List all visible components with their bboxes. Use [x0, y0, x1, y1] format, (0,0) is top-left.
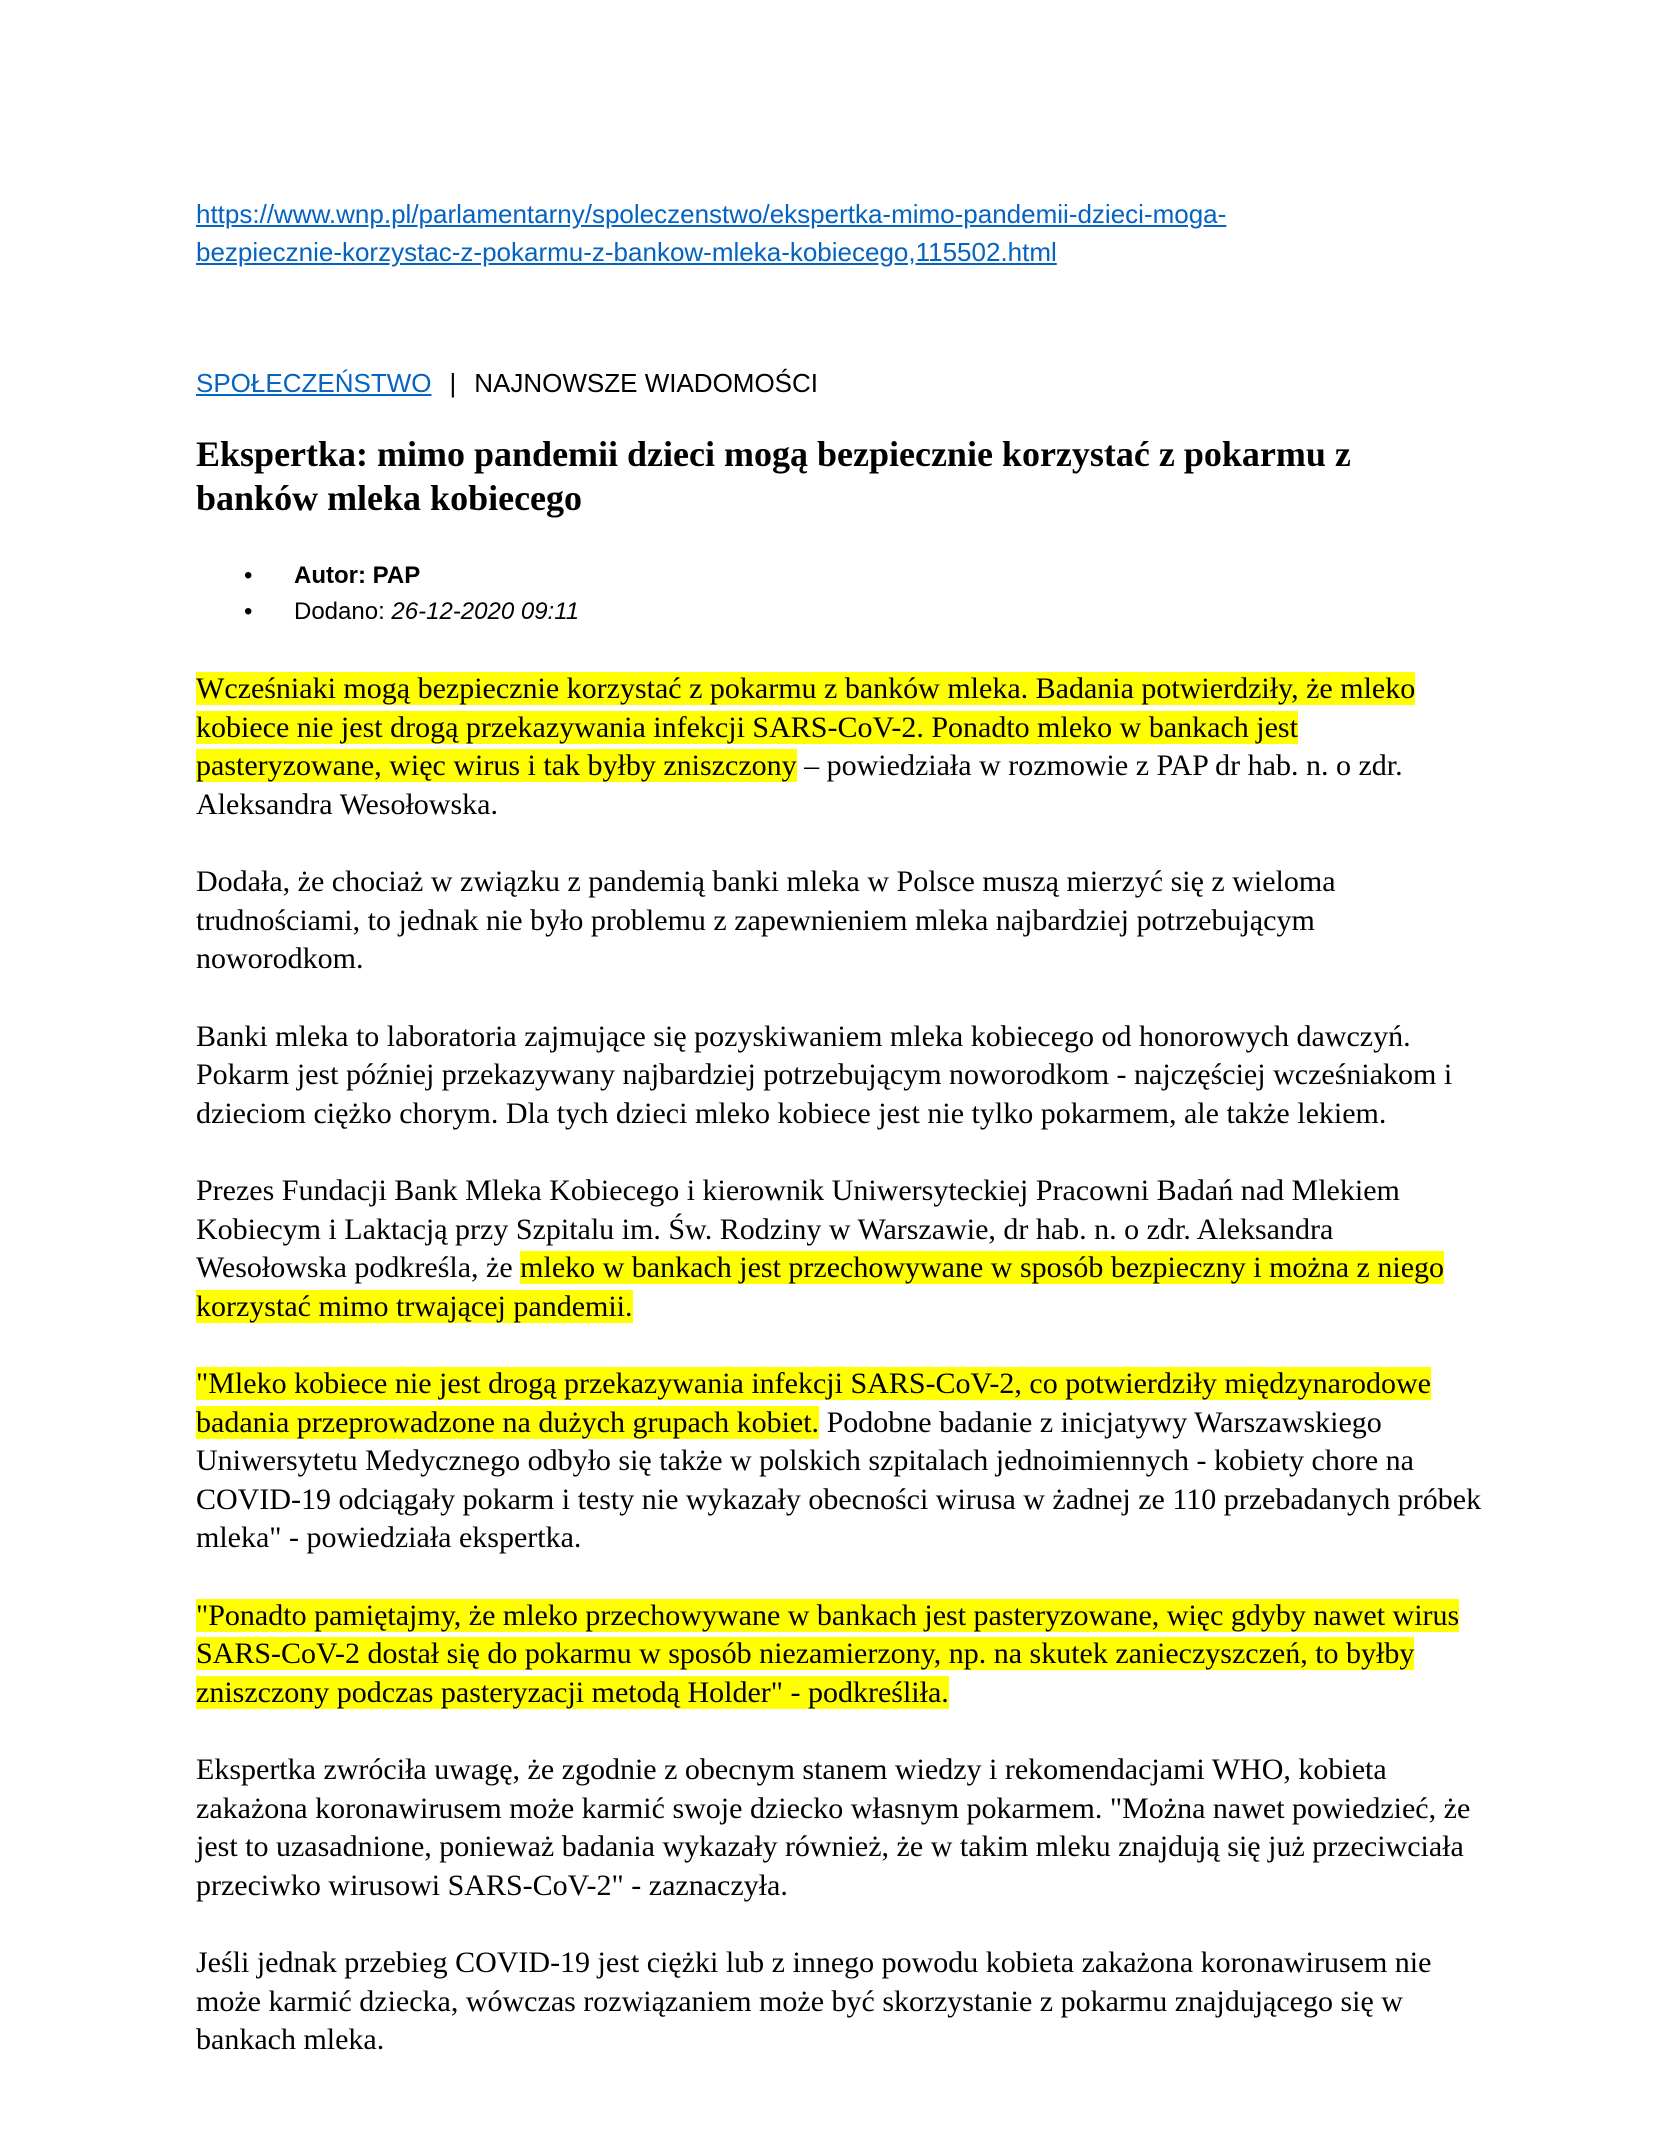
source-url-line2[interactable]: bezpiecznie-korzystac-z-pokarmu-z-bankow-mleka-kobiecego,115502.html	[196, 237, 1057, 267]
paragraph-5	[196, 1365, 1486, 1558]
article-title	[196, 432, 1486, 520]
source-url[interactable]	[196, 195, 1486, 271]
author-item	[294, 558, 1486, 594]
breadcrumb-separator: |	[449, 368, 457, 398]
author-value: Autor: PAP	[294, 562, 421, 589]
highlight-4: mleko w bankach jest przechowywane w sposób bezpieczny i można z niego korzystać mimo trwającej pandemii.	[196, 1251, 1445, 1323]
document-page	[196, 195, 1486, 2060]
paragraph-8: Jeśli jednak przebieg COVID-19 jest ciężki lub z innego powodu kobieta zakażona koronawirusem nie może karmić dziecka, wówczas rozwiązaniem może być skorzystanie z pokarmu znajdującego się w bankach mleka.	[196, 1946, 1432, 2056]
paragraph-1-rest: – powiedziała w rozmowie z PAP dr hab. n. o zdr. Aleksandra Wesołowska.	[196, 749, 1403, 821]
paragraph-7: Ekspertka zwróciła uwagę, że zgodnie z obecnym stanem wiedzy i rekomendacjami WHO, kobieta zakażona koronawirusem może karmić swoje dziecko własnym pokarmem. "Można nawet powiedzieć, że jest to uzasadnione, ponieważ badania wykazały również, że w takim mleku znajdują się już przeciwciała przeciwko wirusowi SARS-CoV-2" - zaznaczyła.	[196, 1753, 1471, 1902]
paragraph-3: Banki mleka to laboratoria zajmujące się pozyskiwaniem mleka kobiecego od honorowych dawczyń. Pokarm jest później przekazywany najbardziej potrzebującym noworodkom - najczęściej wcześniakom i dzieciom ciężko chorym. Dla tych dzieci mleko kobiece jest nie tylko pokarmem, ale także lekiem.	[196, 1019, 1453, 1130]
highlight-5: "Mleko kobiece nie jest drogą przekazywania infekcji SARS-CoV-2, co potwierdziły międzynarodowe badania przeprowadzone na dużych grupach kobiet.	[196, 1367, 1431, 1439]
paragraph-6	[196, 1597, 1486, 1713]
source-url-line1[interactable]: https://www.wnp.pl/parlamentarny/spoleczenstwo/ekspertka-mimo-pandemii-dzieci-moga-	[196, 199, 1227, 229]
article-title-line1: Ekspertka: mimo pandemii dzieci mogą bezpiecznie korzystać z pokarmu z	[196, 434, 1351, 474]
paragraph-2: Dodała, że chociaż w związku z pandemią banki mleka w Polsce muszą mierzyć się z wieloma trudnościami, to jednak nie było problemu z zapewnieniem mleka najbardziej potrzebującym noworodkom.	[196, 865, 1336, 975]
highlight-6: "Ponadto pamiętajmy, że mleko przechowywane w bankach jest pasteryzowane, więc gdyby nawet wirus SARS-CoV-2 dostał się do pokarmu w sposób niezamierzony, np. na skutek zanieczyszczeń, to byłby zniszczony podczas pasteryzacji metodą Holder" - podkreśliła.	[196, 1598, 1460, 1709]
article-meta-list	[196, 558, 1486, 630]
paragraph-5-rest: Podobne badanie z inicjatywy Warszawskiego Uniwersytetu Medycznego odbyło się także w polskich szpitalach jednoimiennych - kobiety chore na COVID-19 odciągały pokarm i testy nie wykazały obecności wirusa w żadnej ze 110 przebadanych próbek mleka" - powiedziała ekspertka.	[196, 1405, 1482, 1554]
highlight-1: Wcześniaki mogą bezpiecznie korzystać z pokarmu z banków mleka. Badania potwierdziły, że mleko kobiece nie jest drogą przekazywania infekcji SARS-CoV-2. Ponadto mleko w bankach jest pasteryzowane, więc wirus i tak byłby zniszczony	[196, 672, 1416, 782]
article-title-line2: banków mleka kobiecego	[196, 478, 583, 518]
subcategory-label: NAJNOWSZE WIADOMOŚCI	[474, 368, 819, 398]
date-item	[294, 594, 1486, 630]
paragraph-4	[196, 1172, 1486, 1326]
date-value: 26-12-2020 09:11	[391, 598, 580, 625]
date-label: Dodano:	[294, 598, 392, 625]
paragraph-1	[196, 670, 1486, 824]
section-breadcrumb	[196, 364, 1486, 402]
category-link[interactable]: SPOŁECZEŃSTWO	[196, 368, 432, 398]
paragraph-4-start: Prezes Fundacji Bank Mleka Kobiecego i kierownik Uniwersyteckiej Pracowni Badań nad Mlekiem Kobiecym i Laktacją przy Szpitalu im. Św. Rodziny w Warszawie, dr hab. n. o zdr. Aleksandra Wesołowska podkreśla, że	[196, 1174, 1400, 1284]
